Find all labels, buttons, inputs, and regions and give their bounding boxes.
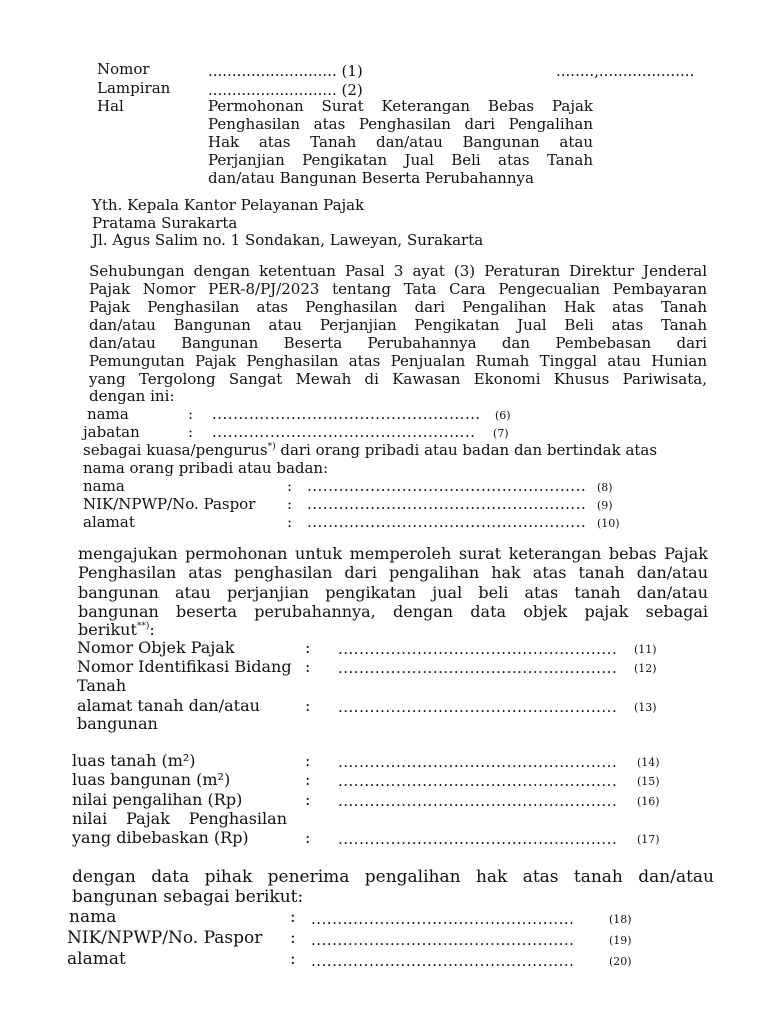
signer-nama-field[interactable]: ................................................... [212,405,481,423]
principal-nik-label: NIK/NPWP/No. Paspor [83,495,256,513]
nib-label: Tanah [77,676,127,695]
intro-line: Sehubungan dengan ketentuan Pasal 3 ayat (3) Peraturan Direktur Jenderal [89,262,707,280]
colon: : [290,949,296,969]
principal-nik-field[interactable]: ..................................................... [307,495,587,513]
colon: : [305,770,311,789]
field-number: (9) [597,499,613,512]
alamat-objek-field[interactable]: ..................................................... [338,698,618,716]
nilai-pengalihan-field[interactable]: ..................................................... [338,792,618,810]
pph-label: nilai Pajak Penghasilan [72,809,287,828]
hal-line: Hak atas Tanah dan/atau Bangunan atau [208,133,593,151]
intro-line: dengan ini: [89,387,175,405]
pph-field[interactable]: ..................................................... [338,830,618,848]
colon: : [305,696,311,715]
intro-line: dan/atau Bangunan Beserta Perubahannya dan Pembebasan dari [89,334,707,352]
pph-label: yang dibebaskan (Rp) [72,828,249,847]
field-number: (14) [637,756,660,769]
request-line: Penghasilan atas penghasilan dari pengalihan hak atas tanah dan/atau [78,563,708,582]
field-number: (20) [609,955,632,968]
intro-line: Pajak Nomor PER-8/PJ/2023 tentang Tata Cara Pengecualian Pembayaran [89,280,707,298]
recipient-nama-label: nama [69,907,117,927]
field-number: (18) [609,913,632,926]
nomor-field[interactable]: ........................... (1) [208,62,363,80]
colon: : [287,477,293,495]
nib-field[interactable]: ..................................................... [338,659,618,677]
intro-line: dan/atau Bangunan atau Perjanjian Pengikatan Jual Beli atas Tanah [89,316,707,334]
field-number: (16) [637,795,660,808]
luas-tanah-field[interactable]: ..................................................... [338,753,618,771]
field-number: (15) [637,775,660,788]
signer-jabatan-field[interactable]: .................................................. [212,423,476,441]
intro-line: Pajak Penghasilan atas Penghasilan dari Pengalihan Hak atas Tanah [89,298,707,316]
request-text: : [149,620,155,639]
request-text: berikut [78,620,137,639]
colon: : [305,638,311,657]
alamat-objek-label: bangunan [77,714,158,733]
recipient-alamat-field[interactable]: .................................................. [311,952,575,970]
recipient-alamat-label: alamat [67,949,126,969]
colon: : [290,907,296,927]
principal-alamat-field[interactable]: ..................................................... [307,513,587,531]
kuasa-line [83,441,657,459]
field-number: (6) [495,409,511,422]
field-number: (13) [634,701,657,714]
principal-alamat-label: alamat [83,513,135,531]
field-number: (17) [637,833,660,846]
signer-jabatan-label: jabatan [83,423,140,441]
recipient-intro-line: dengan data pihak penerima pengalihan hak atas tanah dan/atau [72,867,714,887]
field-number: (11) [634,643,657,656]
recipient-nama-field[interactable]: .................................................. [311,910,575,928]
nib-label: Nomor Identifikasi Bidang [77,657,292,676]
colon: : [305,751,311,770]
colon: : [305,828,311,847]
colon: : [305,657,311,676]
nilai-pengalihan-label: nilai pengalihan (Rp) [72,790,243,809]
luas-bangunan-field[interactable]: ..................................................... [338,772,618,790]
principal-nama-label: nama [83,477,125,495]
request-line [78,620,155,639]
field-number: (12) [634,662,657,675]
field-number: (8) [597,481,613,494]
colon: : [290,928,296,948]
addressee-line: Yth. Kepala Kantor Pelayanan Pajak [92,196,365,214]
luas-bangunan-label: luas bangunan (m²) [72,770,231,789]
addressee-line: Jl. Agus Salim no. 1 Sondakan, Laweyan, Surakarta [92,231,484,249]
kuasa-line: nama orang pribadi atau badan: [83,459,329,477]
colon: : [305,790,311,809]
request-line: mengajukan permohonan untuk memperoleh surat keterangan bebas Pajak [78,544,708,563]
hal-line: Penghasilan atas Penghasilan dari Pengalihan [208,115,593,133]
hal-label: Hal [97,97,124,115]
intro-line: yang Tergolong Sangat Mewah di Kawasan Ekonomi Khusus Pariwisata, [89,370,707,388]
addressee-line: Pratama Surakarta [92,214,238,232]
footnote-mark: *) [267,442,276,452]
field-number: (10) [597,517,620,530]
colon: : [188,423,194,441]
recipient-nik-label: NIK/NPWP/No. Paspor [67,928,263,948]
recipient-intro-line: bangunan sebagai berikut: [72,887,304,907]
intro-line: Pemungutan Pajak Penghasilan atas Penjualan Rumah Tinggal atau Hunian [89,352,707,370]
signer-nama-label: nama [87,405,129,423]
hal-line: Perjanjian Pengikatan Jual Beli atas Tanah [208,151,593,169]
colon: : [287,495,293,513]
request-line: bangunan beserta perubahannya, dengan data objek pajak sebagai [78,602,708,621]
luas-tanah-label: luas tanah (m²) [72,751,196,770]
principal-nama-field[interactable]: ..................................................... [307,477,587,495]
colon: : [287,513,293,531]
field-number: (19) [609,934,632,947]
hal-line: Permohonan Surat Keterangan Bebas Pajak [208,97,593,115]
nomor-label: Nomor [97,60,150,78]
request-line: bangunan atau perjanjian pengikatan jual beli atas tanah dan/atau [78,583,708,602]
nop-field[interactable]: ..................................................... [338,640,618,658]
kuasa-text: dari orang pribadi atau badan dan bertindak atas [275,441,658,459]
hal-line: dan/atau Bangunan Beserta Perubahannya [208,169,534,187]
date-field[interactable]: ........,.................... [556,62,695,80]
lampiran-field[interactable]: ........................... (2) [208,81,363,99]
kuasa-text: sebagai kuasa/pengurus [83,441,268,459]
colon: : [188,405,194,423]
footnote-mark: **) [136,621,150,632]
lampiran-label: Lampiran [97,79,171,97]
recipient-nik-field[interactable]: .................................................. [311,931,575,949]
nop-label: Nomor Objek Pajak [77,638,235,657]
field-number: (7) [493,427,509,440]
alamat-objek-label: alamat tanah dan/atau [77,696,260,715]
